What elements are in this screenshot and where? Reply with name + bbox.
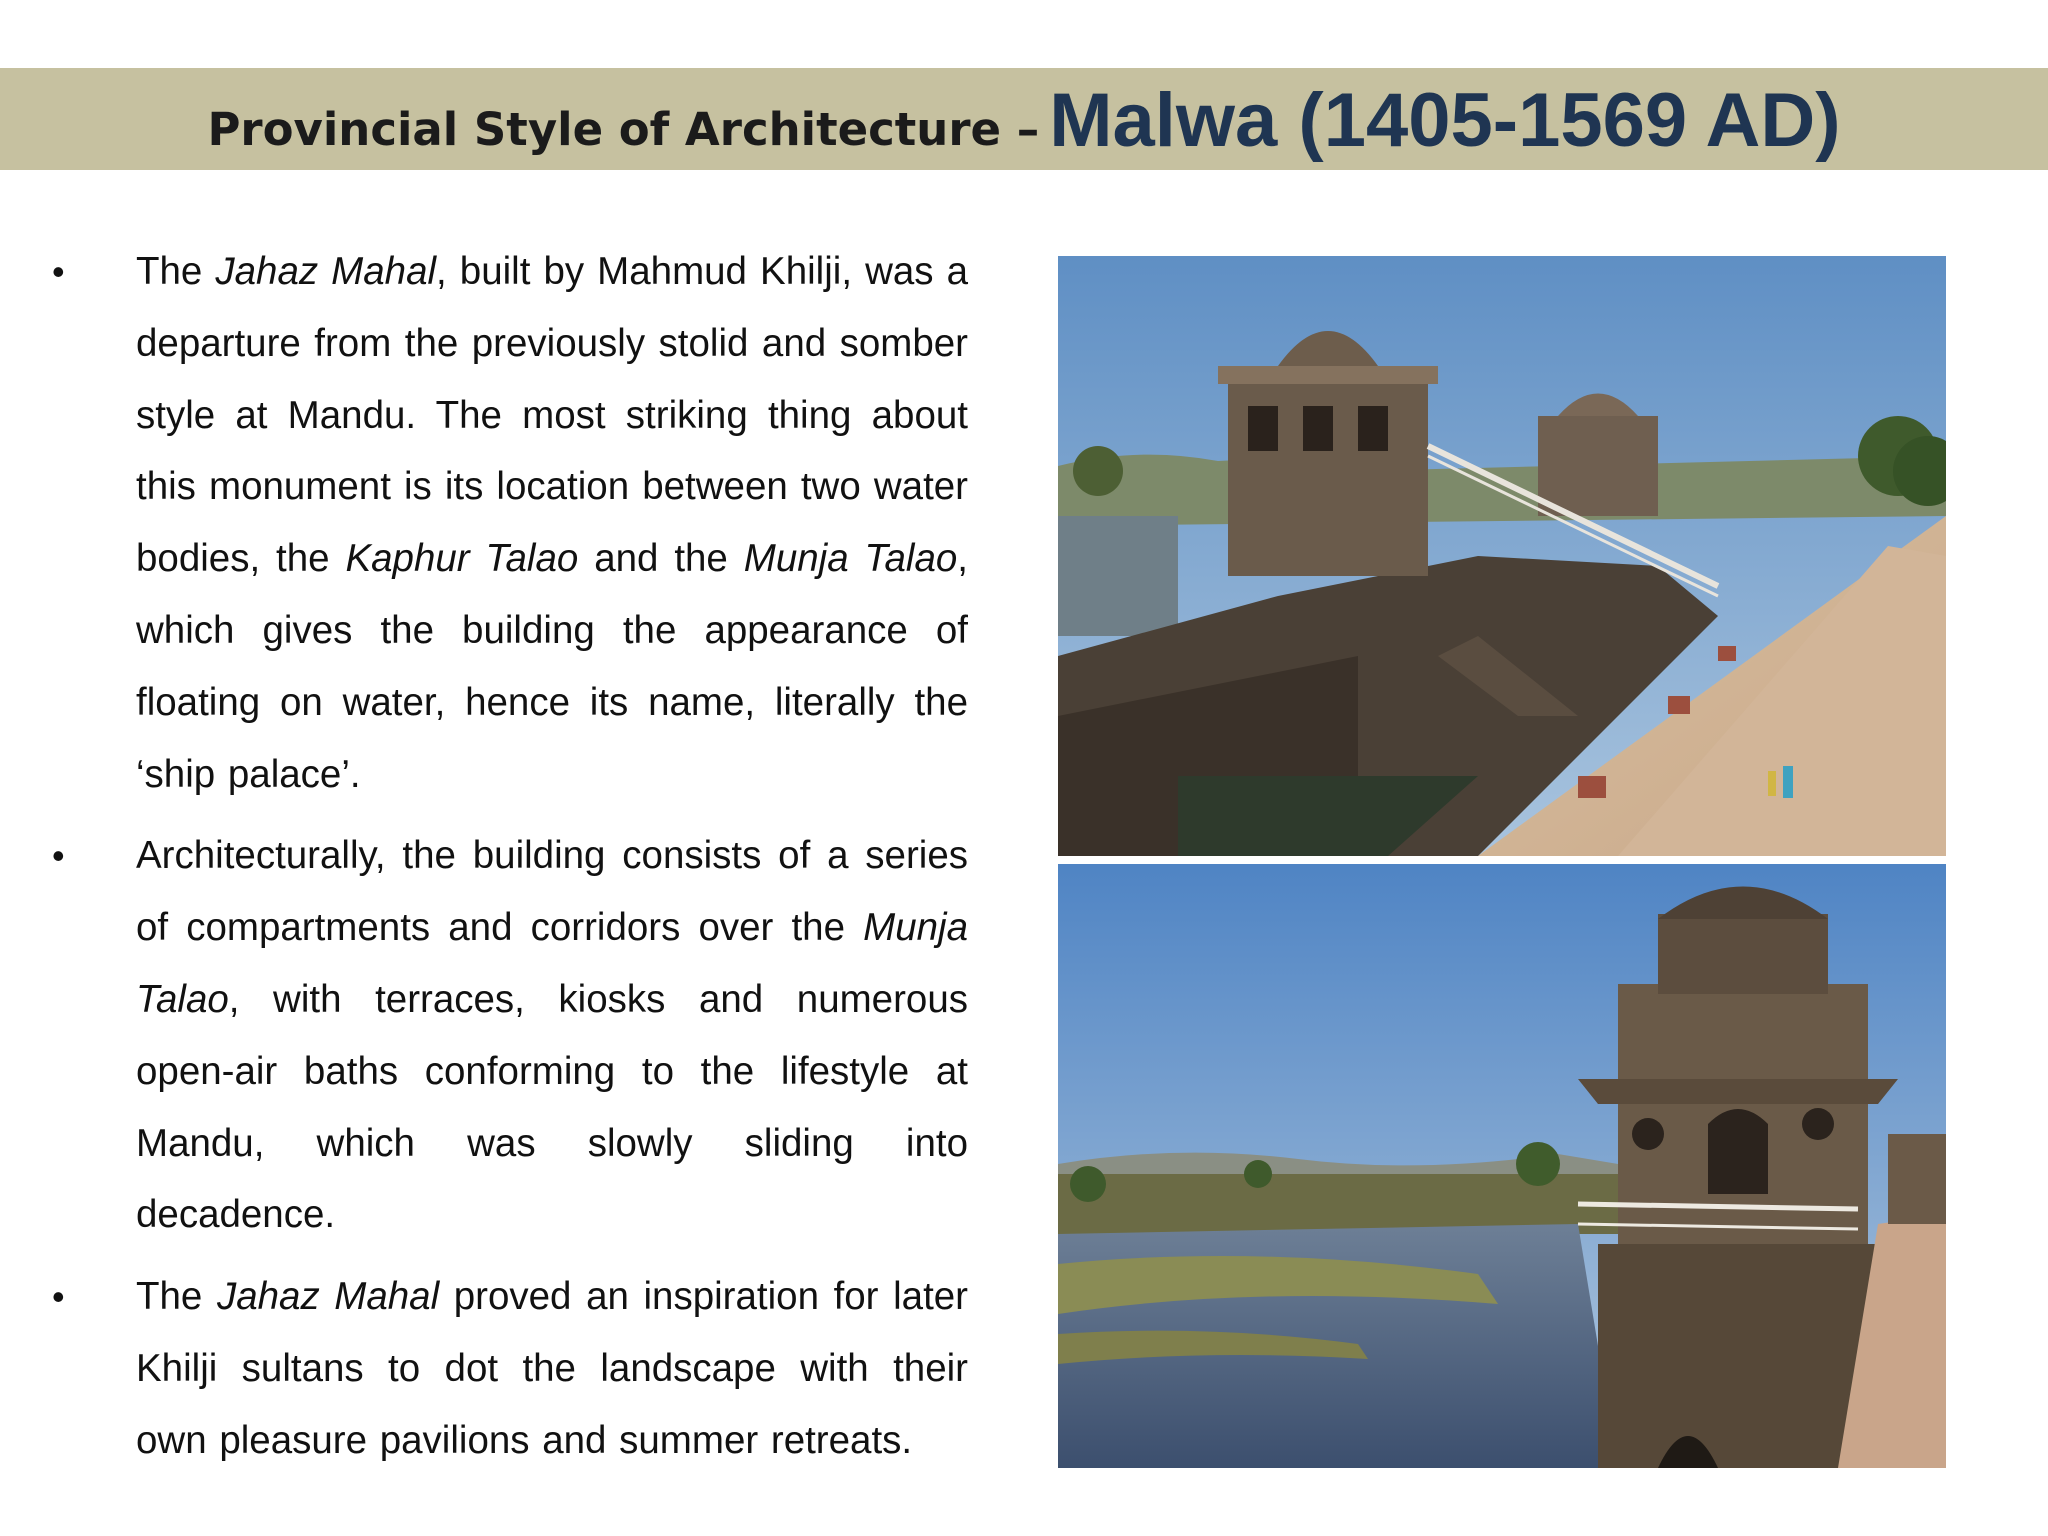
bullet-marker: • <box>52 835 65 877</box>
bullet-text <box>136 820 968 1251</box>
text-segment: proved an inspiration for later Khilji sultans to dot the landscape with their own pleasure pavilions and summer retreats. <box>136 1275 969 1462</box>
bullet-marker: • <box>52 251 65 292</box>
text-segment-italic: Munja Talao <box>136 906 968 1021</box>
bullet-item <box>48 236 968 810</box>
bullet-item <box>48 820 968 1251</box>
text-segment: , built by Mahmud Khilji, was a departure from the previously stolid and somber style at Mandu. The most striking thing about this monument is its location between two water bodies, the <box>136 250 968 581</box>
slide-title <box>0 80 2048 170</box>
jahaz-mahal-photo-wide <box>1058 256 1946 856</box>
text-segment: The <box>136 250 216 293</box>
title-main: Malwa (1405-1569 AD) <box>1049 78 1841 163</box>
text-segment-italic: Jahaz Mahal <box>216 1275 440 1319</box>
text-segment: Architecturally, the building consists of a series of compartments and corridors over the <box>136 834 968 950</box>
bullet-text <box>136 1261 968 1476</box>
bullet-text <box>136 236 968 810</box>
jahaz-mahal-photo-tower <box>1058 864 1946 1468</box>
text-segment: , which gives the building the appearance of floating on water, hence its name, literally the ‘ship palace’. <box>136 537 968 796</box>
text-segment: and the <box>578 537 744 581</box>
text-segment-italic: Jahaz Mahal <box>215 250 437 293</box>
text-segment-italic: Munja Talao <box>743 537 958 581</box>
text-segment: , with terraces, kiosks and numerous open-air baths conforming to the lifestyle at Mandu, which was slowly sliding into decadence. <box>136 977 968 1237</box>
title-prefix: Provincial Style of Architecture – <box>207 103 1040 156</box>
bullet-item <box>48 1261 968 1476</box>
text-segment: The <box>136 1275 217 1319</box>
bullet-list <box>48 236 968 1487</box>
bullet-marker: • <box>52 1276 65 1318</box>
jahaz-mahal-photo-wide-image <box>1058 256 1946 856</box>
text-segment-italic: Kaphur Talao <box>345 537 579 581</box>
jahaz-mahal-photo-tower-image <box>1058 864 1946 1468</box>
